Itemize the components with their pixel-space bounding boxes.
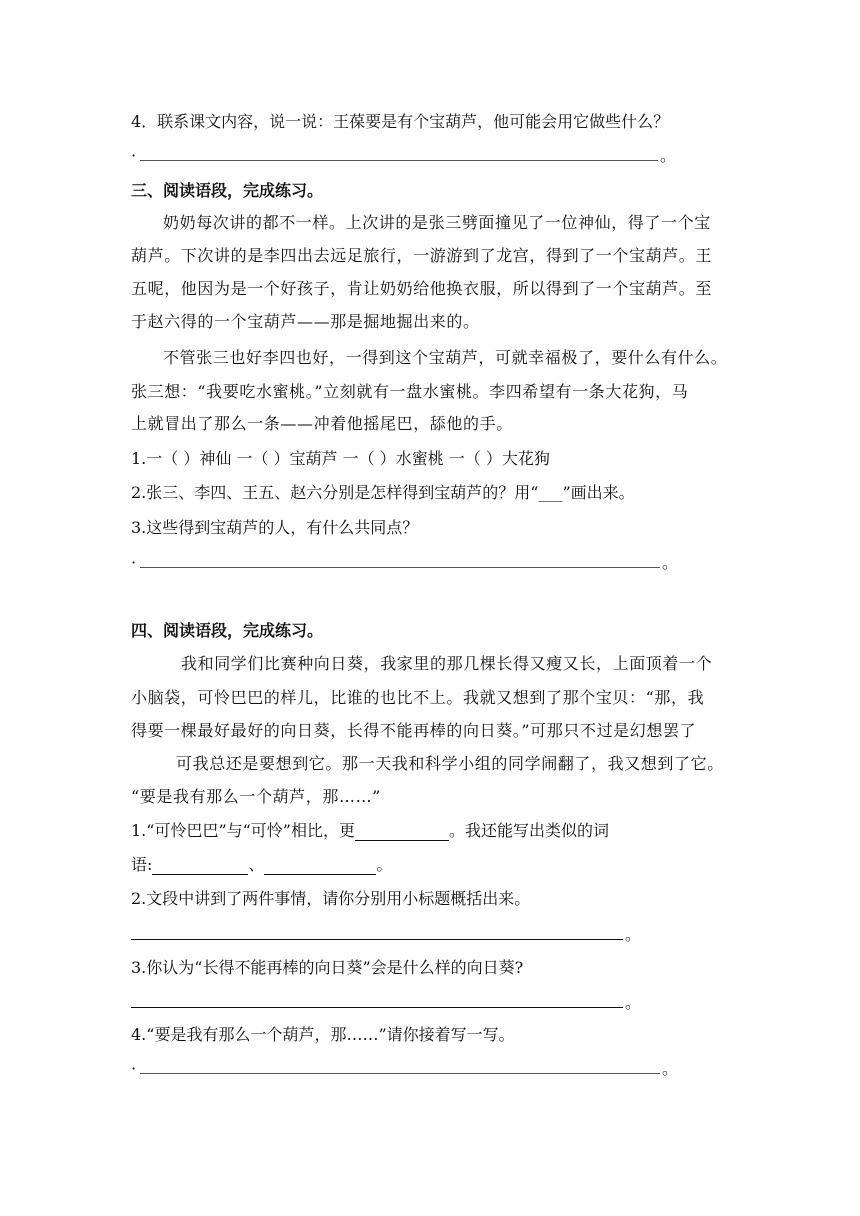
answer-line-prefix: · [131, 1059, 137, 1078]
section-3-heading: 三、阅读语段，完成练习。 [131, 181, 324, 200]
section-4-question-4: 4.“要是我有那么一个葫芦，那……”请你接着写一写。 [131, 1025, 515, 1044]
section-3-para1-line2: 葫芦。下次讲的是李四出去远足旅行，一游游到了龙宫，得到了一个宝葫芦。王 [131, 246, 713, 265]
question-1-text-a: 1.“可怜巴巴”与“可怜”相比，更 [131, 821, 355, 840]
section-4-question-2: 2.文段中讲到了两件事情，请你分别用小标题概括出来。 [131, 889, 531, 908]
section-4-question-1-cont [131, 855, 392, 875]
answer-line-end: 。 [662, 1059, 679, 1078]
section-4-question-1 [131, 821, 609, 841]
section-3-para1-line3: 五呢，他因为是一个好孩子，肯让奶奶给他换衣服，所以得到了一个宝葫芦。至 [131, 279, 713, 298]
section-4-para1-line1: 我和同学们比赛种向日葵，我家里的那几棵长得又瘦又长，上面顶着一个 [181, 654, 713, 673]
answer-line-end: 。 [625, 993, 642, 1012]
section-3-question-3: 3.这些得到宝葫芦的人，有什么共同点？ [131, 518, 419, 537]
blank-1[interactable] [355, 824, 449, 841]
answer-line[interactable] [140, 566, 660, 568]
question-1-sep: 、 [248, 855, 265, 874]
answer-line[interactable] [140, 1072, 660, 1074]
answer-line-end: 。 [660, 146, 677, 165]
answer-line[interactable] [140, 159, 658, 161]
section-3-para2-line2: 张三想：“我要吃水蜜桃。”立刻就有一盘水蜜桃。李四希望有一条大花狗，马 [131, 382, 689, 401]
section-4-question-3: 3.你认为“长得不能再棒的向日葵”会是什么样的向日葵? [131, 958, 524, 977]
question-1-text-c: 语: [131, 855, 153, 874]
blank-2[interactable] [152, 858, 248, 875]
question-1-text-b: 。我还能写出类似的词 [449, 821, 610, 840]
section-3-para1-line1: 奶奶每次讲的都不一样。上次讲的是张三劈面撞见了一位神仙，得了一个宝 [163, 213, 711, 232]
section-4-para2-line1: 可我总还是要想到它。那一天我和科学小组的同学闹翻了，我又想到了它。 [176, 754, 724, 773]
answer-line-prefix: · [131, 146, 137, 165]
section-3-question-2: 2.张三、李四、王五、赵六分别是怎样得到宝葫芦的？用“___”画出来。 [131, 483, 635, 502]
section-3-para2-line3: 上就冒出了那么一条——冲着他摇尾巴，舔他的手。 [131, 414, 513, 433]
question-1-end: 。 [376, 855, 393, 874]
blank-3[interactable] [264, 858, 376, 875]
section-3-para1-line4: 于赵六得的一个宝葫芦——那是掘地掘出来的。 [131, 312, 480, 331]
answer-line-prefix: · [131, 553, 137, 572]
question-4-prev: 4．联系课文内容，说一说：王葆要是有个宝葫芦，他可能会用它做些什么？ [131, 112, 670, 131]
answer-line[interactable] [131, 938, 623, 940]
section-4-para1-line2: 小脑袋，可怜巴巴的样儿，比谁的也比不上。我就又想到了那个宝贝：“那，我 [131, 688, 705, 707]
section-3-question-1: 1.一（ ）神仙 一（ ）宝葫芦 一（ ）水蜜桃 一（ ）大花狗 [131, 449, 550, 468]
section-4-para1-line3: 得要一棵最好最好的向日葵，长得不能再棒的向日葵。”可那只不过是幻想罢了 [131, 721, 697, 740]
section-4-para2-line2: “要是我有那么一个葫芦，那……” [131, 787, 381, 806]
section-3-para2-line1: 不管张三也好李四也好，一得到这个宝葫芦，可就幸福极了，要什么有什么。 [163, 348, 728, 367]
answer-line[interactable] [131, 1006, 623, 1008]
section-4-heading: 四、阅读语段，完成练习。 [131, 621, 324, 640]
answer-line-end: 。 [662, 553, 679, 572]
answer-line-end: 。 [625, 925, 642, 944]
